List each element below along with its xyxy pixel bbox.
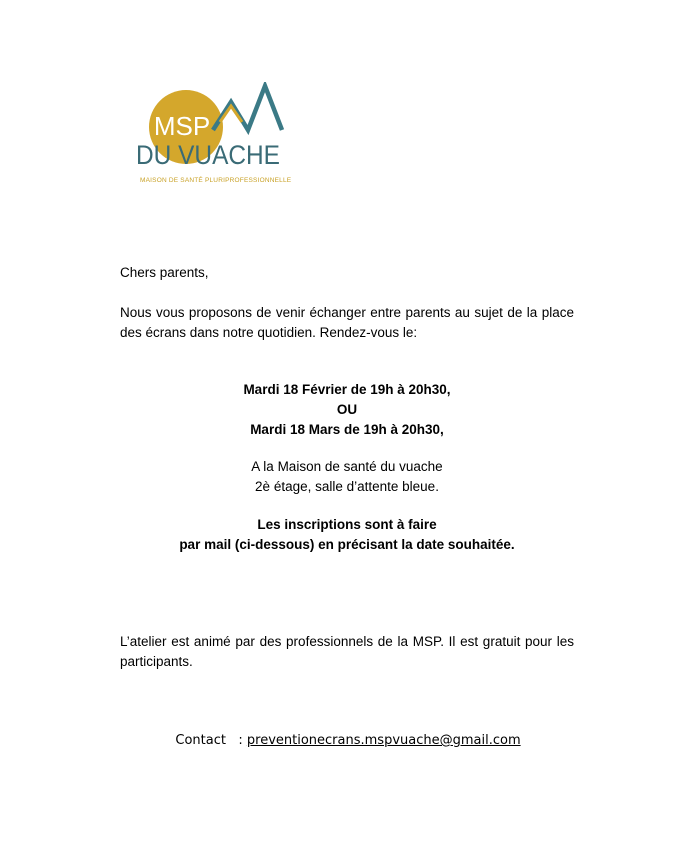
msp-logo bbox=[130, 82, 290, 192]
closing-paragraph: L’atelier est animé par des professionnels de la MSP. Il est gratuit pour les participants. bbox=[120, 634, 574, 669]
registration-line1: Les inscriptions sont à faire bbox=[257, 517, 437, 532]
registration-block bbox=[120, 515, 574, 555]
dates-block bbox=[120, 380, 574, 440]
logo-name-text: DU VUACHE bbox=[136, 140, 280, 170]
location-block bbox=[120, 457, 574, 497]
date-first: Mardi 18 Février de 19h à 20h30, bbox=[243, 382, 451, 397]
logo-msp-text: MSP bbox=[153, 111, 211, 141]
registration-line2: par mail (ci-dessous) en précisant la date souhaitée. bbox=[179, 537, 515, 552]
contact-email-link[interactable]: preventionecrans.mspvuache@gmail.com bbox=[246, 733, 521, 748]
contact-label: Contact : bbox=[175, 733, 243, 748]
location-line1: A la Maison de santé du vuache bbox=[251, 459, 443, 474]
logo-mountain-outline bbox=[213, 86, 282, 130]
date-second: Mardi 18 Mars de 19h à 20h30, bbox=[250, 422, 444, 437]
contact-line bbox=[0, 731, 696, 751]
logo-tagline: MAISON DE SANTÉ PLURIPROFESSIONNELLE bbox=[140, 177, 292, 184]
intro-paragraph: Nous vous proposons de venir échanger entre parents au sujet de la place des écrans dans notre quotidien. Rendez-vous le: bbox=[120, 305, 574, 340]
location-line2: 2è étage, salle d’attente bleue. bbox=[255, 479, 439, 494]
date-or: OU bbox=[336, 402, 358, 417]
greeting: Chers parents, bbox=[120, 265, 209, 280]
